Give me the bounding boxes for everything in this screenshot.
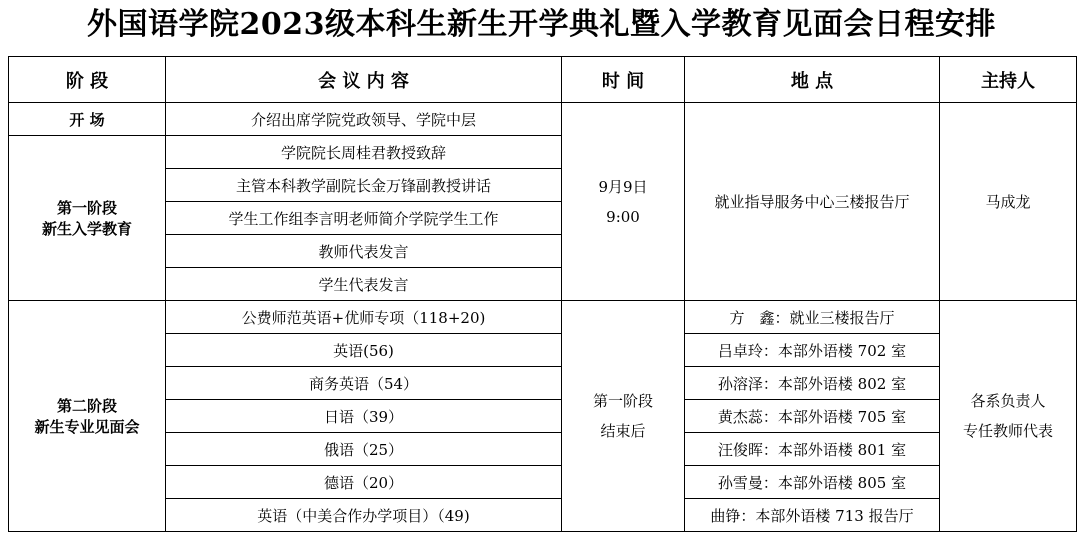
table-row [9, 499, 1077, 532]
header-location: 地 点 [685, 57, 940, 103]
stage1-label-line2: 新生入学教育 [41, 220, 132, 238]
stage2-location: 孙雪曼：本部外语楼 805 室 [685, 466, 940, 499]
stage1-host: 马成龙 [940, 103, 1077, 301]
header-stage: 阶 段 [9, 57, 166, 103]
stage2-item: 德语（20） [166, 466, 562, 499]
stage1-time [562, 103, 685, 301]
stage2-location: 孙溶泽：本部外语楼 802 室 [685, 367, 940, 400]
stage1-label [9, 136, 166, 301]
stage2-item: 商务英语（54） [166, 367, 562, 400]
stage2-label [9, 301, 166, 532]
stage1-item: 学生工作组李言明老师简介学院学生工作 [166, 202, 562, 235]
page-title: 外国语学院2023级本科生新生开学典礼暨入学教育见面会日程安排 [87, 7, 996, 42]
stage2-location: 黄杰蕊：本部外语楼 705 室 [685, 400, 940, 433]
opening-stage: 开 场 [9, 103, 166, 136]
table-row [9, 400, 1077, 433]
stage1-location: 就业指导服务中心三楼报告厅 [685, 103, 940, 301]
stage2-time-line2: 结束后 [600, 422, 646, 440]
schedule-table [8, 56, 1077, 532]
stage2-host-line1: 各系负责人 [970, 392, 1046, 410]
header-content: 会 议 内 容 [166, 57, 562, 103]
stage2-time-line1: 第一阶段 [592, 392, 653, 410]
stage2-item: 英语(56) [166, 334, 562, 367]
stage2-host-line2: 专任教师代表 [962, 422, 1053, 440]
stage1-time-date: 9月9日 [598, 177, 648, 196]
stage2-location: 方 鑫：就业三楼报告厅 [685, 301, 940, 334]
stage2-time [562, 301, 685, 532]
stage2-item: 公费师范英语+优师专项（118+20) [166, 301, 562, 334]
table-row [9, 103, 1077, 136]
header-time: 时 间 [562, 57, 685, 103]
stage1-item: 学生代表发言 [166, 268, 562, 301]
stage2-location: 曲铮：本部外语楼 713 报告厅 [685, 499, 940, 532]
header-row [9, 57, 1077, 103]
stage2-location: 吕卓玲：本部外语楼 702 室 [685, 334, 940, 367]
stage2-item: 英语（中美合作办学项目）（49) [166, 499, 562, 532]
stage2-label-line2: 新生专业见面会 [34, 418, 140, 436]
stage1-item: 主管本科教学副院长金万锋副教授讲话 [166, 169, 562, 202]
stage2-host [940, 301, 1077, 532]
stage1-label-line1: 第一阶段 [56, 199, 117, 217]
stage2-label-line1: 第二阶段 [56, 397, 117, 415]
stage2-item: 日语（39） [166, 400, 562, 433]
stage2-item: 俄语（25） [166, 433, 562, 466]
stage1-time-hour: 9:00 [606, 207, 640, 226]
table-row [9, 367, 1077, 400]
stage2-location: 汪俊晖：本部外语楼 801 室 [685, 433, 940, 466]
header-host: 主持人 [940, 57, 1077, 103]
table-row [9, 433, 1077, 466]
table-row [9, 334, 1077, 367]
stage1-item: 教师代表发言 [166, 235, 562, 268]
table-row [9, 466, 1077, 499]
table-row [9, 301, 1077, 334]
opening-content: 介绍出席学院党政领导、学院中层 [166, 103, 562, 136]
stage1-item: 学院院长周桂君教授致辞 [166, 136, 562, 169]
